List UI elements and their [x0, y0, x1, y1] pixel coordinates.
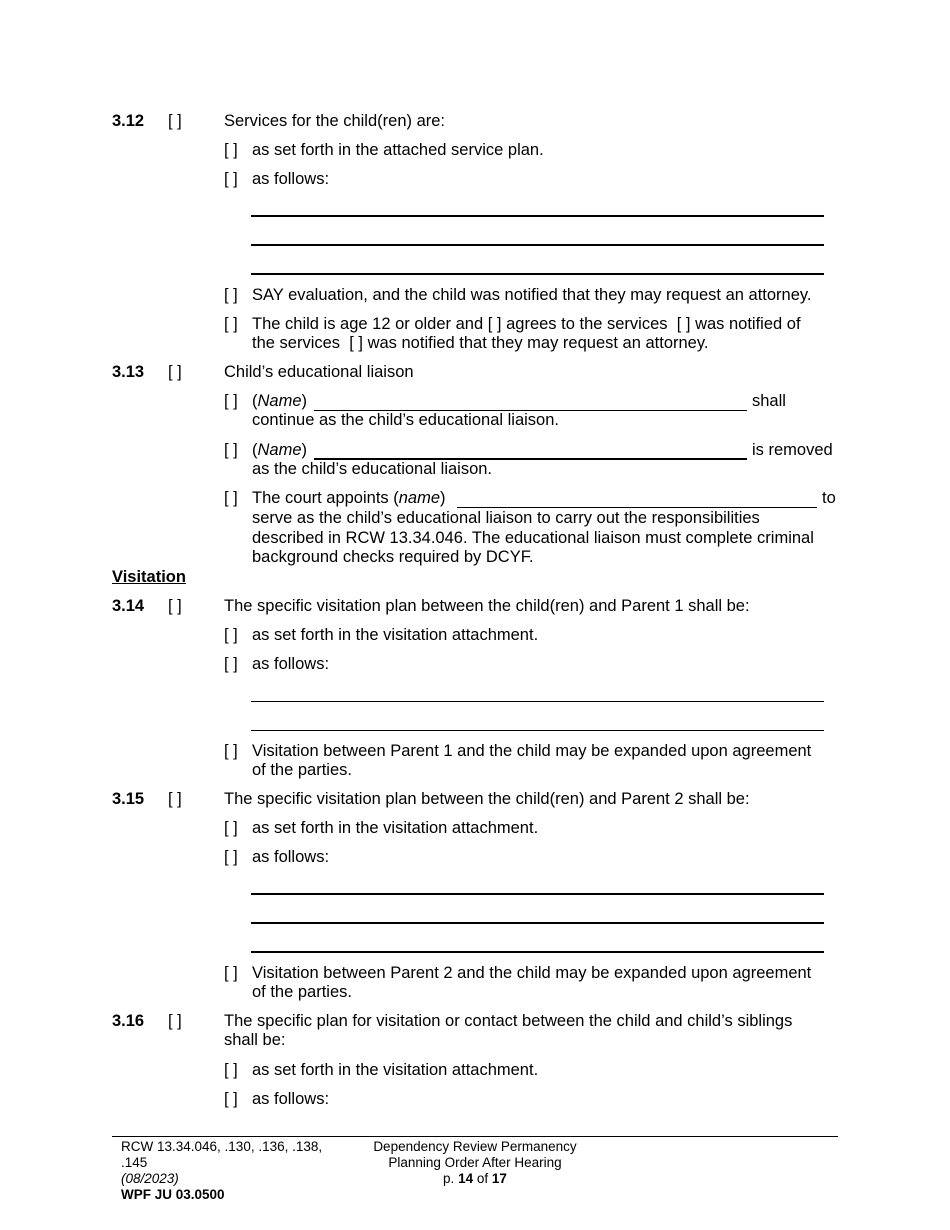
section-checkbox-3-14[interactable]: [ ] — [168, 597, 182, 615]
option-checkbox[interactable]: [ ] — [224, 286, 238, 304]
option-checkbox[interactable]: [ ] — [224, 742, 238, 760]
fill-in-line[interactable] — [251, 951, 824, 953]
option-text: as set forth in the attached service plan. — [252, 141, 544, 159]
option-checkbox[interactable]: [ ] — [224, 141, 238, 159]
option-text-end: to — [822, 489, 836, 507]
option-checkbox[interactable]: [ ] — [224, 1090, 238, 1108]
fill-in-line[interactable] — [251, 215, 824, 217]
fill-in-line[interactable] — [251, 922, 824, 924]
footer-divider — [112, 1136, 838, 1137]
option-text-continued: the services [ ] was notified that they may request an attorney. — [252, 334, 709, 352]
section-title-3-13: Child’s educational liaison — [224, 363, 414, 381]
section-title-3-14: The specific visitation plan between the child(ren) and Parent 1 shall be: — [224, 597, 750, 615]
option-checkbox[interactable]: [ ] — [224, 819, 238, 837]
section-title-3-16: The specific plan for visitation or contact between the child and child’s siblings — [224, 1012, 793, 1030]
option-text: The child is age 12 or older and [ ] agrees to the services [ ] was notified of — [252, 315, 801, 333]
section-checkbox-3-12[interactable]: [ ] — [168, 112, 182, 130]
footer-form-title-continued: Planning Order After Hearing — [388, 1155, 562, 1170]
name-label: The court appoints (name) — [252, 489, 446, 507]
option-checkbox[interactable]: [ ] — [224, 1061, 238, 1079]
option-text-end: is removed — [752, 441, 833, 459]
section-number-3-15: 3.15 — [112, 790, 145, 808]
footer-form-number: WPF JU 03.0500 — [121, 1187, 225, 1202]
section-number-3-13: 3.13 — [112, 363, 145, 381]
fill-in-line[interactable] — [251, 273, 824, 275]
option-text-continued: described in RCW 13.34.046. The educational liaison must complete criminal — [252, 529, 814, 547]
option-checkbox[interactable]: [ ] — [224, 392, 238, 410]
option-text: SAY evaluation, and the child was notified that they may request an attorney. — [252, 286, 812, 304]
option-checkbox[interactable]: [ ] — [224, 170, 238, 188]
section-title-3-15: The specific visitation plan between the child(ren) and Parent 2 shall be: — [224, 790, 750, 808]
footer-rcw: RCW 13.34.046, .130, .136, .138, — [121, 1139, 323, 1154]
fill-in-line[interactable] — [251, 701, 824, 702]
option-text: as set forth in the visitation attachment. — [252, 626, 539, 644]
option-text: Visitation between Parent 2 and the child may be expanded upon agreement — [252, 964, 812, 982]
option-checkbox[interactable]: [ ] — [224, 848, 238, 866]
section-title-3-12: Services for the child(ren) are: — [224, 112, 446, 130]
option-text-continued: background checks required by DCYF. — [252, 548, 534, 566]
option-text: as follows: — [252, 848, 330, 866]
fill-in-line[interactable] — [251, 730, 824, 731]
inline-checkbox[interactable]: [ ] — [676, 315, 691, 333]
fill-in-line[interactable] — [251, 244, 824, 246]
option-text-end: shall — [752, 392, 786, 410]
section-checkbox-3-15[interactable]: [ ] — [168, 790, 182, 808]
section-checkbox-3-13[interactable]: [ ] — [168, 363, 182, 381]
visitation-heading: Visitation — [112, 568, 186, 586]
option-text: as follows: — [252, 655, 330, 673]
option-text-continued: continue as the child’s educational liaison. — [252, 411, 559, 429]
option-text: Visitation between Parent 1 and the child may be expanded upon agreement — [252, 742, 812, 760]
option-checkbox[interactable]: [ ] — [224, 626, 238, 644]
name-label: (Name) — [252, 392, 308, 410]
section-number-3-16: 3.16 — [112, 1012, 145, 1030]
option-text: as follows: — [252, 1090, 330, 1108]
section-title-continued: shall be: — [224, 1031, 286, 1049]
option-text: as follows: — [252, 170, 330, 188]
footer-date: (08/2023) — [121, 1171, 179, 1186]
option-text: as set forth in the visitation attachment. — [252, 1061, 539, 1079]
name-input-line[interactable] — [457, 507, 817, 508]
option-checkbox[interactable]: [ ] — [224, 315, 238, 333]
section-number-3-14: 3.14 — [112, 597, 145, 615]
option-text-continued: of the parties. — [252, 983, 352, 1001]
fill-in-line[interactable] — [251, 893, 824, 895]
option-checkbox[interactable]: [ ] — [224, 964, 238, 982]
section-checkbox-3-16[interactable]: [ ] — [168, 1012, 182, 1030]
option-text-continued: serve as the child’s educational liaison to carry out the responsibilities — [252, 509, 760, 527]
inline-checkbox[interactable]: [ ] — [487, 315, 502, 333]
option-text: as set forth in the visitation attachment. — [252, 819, 539, 837]
footer-page-number: p. 14 of 17 — [443, 1171, 507, 1186]
footer-rcw-continued: .145 — [121, 1155, 148, 1170]
option-checkbox[interactable]: [ ] — [224, 441, 238, 459]
footer-form-title: Dependency Review Permanency — [373, 1139, 577, 1154]
option-checkbox[interactable]: [ ] — [224, 655, 238, 673]
option-text-continued: of the parties. — [252, 761, 352, 779]
name-label: (Name) — [252, 441, 308, 459]
option-checkbox[interactable]: [ ] — [224, 489, 238, 507]
option-text-continued: as the child’s educational liaison. — [252, 460, 493, 478]
inline-checkbox[interactable]: [ ] — [349, 334, 363, 352]
section-number-3-12: 3.12 — [112, 112, 145, 130]
